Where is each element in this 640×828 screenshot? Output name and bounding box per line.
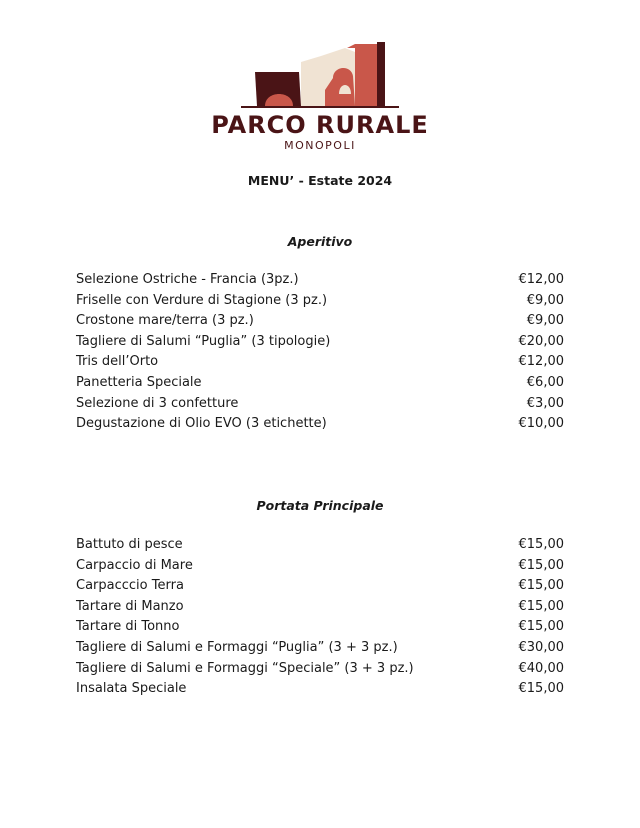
item-price: €3,00	[526, 395, 564, 411]
item-price: €30,00	[518, 639, 564, 655]
brand-logo	[205, 38, 435, 156]
list-item	[76, 659, 564, 680]
item-price: €15,00	[518, 578, 564, 594]
item-price: €15,00	[518, 681, 564, 697]
item-price: €9,00	[526, 313, 564, 329]
list-item	[76, 332, 564, 353]
item-price: €15,00	[518, 598, 564, 614]
item-name: Tartare di Manzo	[76, 598, 184, 614]
list-item	[76, 311, 564, 332]
item-name: Insalata Speciale	[76, 681, 187, 697]
item-name: Carpacccio Terra	[76, 578, 184, 594]
item-price: €6,00	[526, 374, 564, 390]
list-item	[76, 679, 564, 700]
item-price: €20,00	[518, 333, 564, 349]
aperitivo-list	[76, 270, 564, 435]
list-item	[76, 597, 564, 618]
item-name: Selezione Ostriche - Francia (3pz.)	[76, 272, 299, 287]
roof-edge	[347, 44, 377, 48]
item-name: Tagliere di Salumi e Formaggi “Speciale” (3 + 3 pz.)	[76, 660, 414, 676]
list-item	[76, 535, 564, 556]
tower-pillar	[377, 42, 385, 106]
item-name: Degustazione di Olio EVO (3 etichette)	[76, 416, 327, 432]
list-item	[76, 414, 564, 435]
item-name: Panetteria Speciale	[76, 374, 202, 390]
brand-name: PARCO RURALE	[211, 111, 429, 139]
list-item	[76, 556, 564, 577]
section-title-aperitivo: Aperitivo	[287, 234, 353, 249]
list-item	[76, 576, 564, 597]
list-item	[76, 270, 564, 291]
item-name: Battuto di pesce	[76, 537, 183, 552]
item-price: €9,00	[526, 292, 564, 308]
item-name: Tagliere di Salumi “Puglia” (3 tipologie)	[76, 333, 331, 349]
item-price: €12,00	[518, 272, 564, 287]
item-name: Carpaccio di Mare	[76, 557, 193, 573]
item-price: €10,00	[518, 416, 564, 432]
item-price: €12,00	[518, 354, 564, 370]
brand-location: MONOPOLI	[284, 139, 356, 152]
item-name: Tagliere di Salumi e Formaggi “Puglia” (3 + 3 pz.)	[76, 639, 398, 655]
list-item	[76, 291, 564, 312]
item-name: Crostone mare/terra (3 pz.)	[76, 313, 254, 329]
house-tower	[355, 46, 377, 106]
list-item	[76, 617, 564, 638]
section-title-portata-principale: Portata Principale	[256, 498, 384, 513]
item-price: €15,00	[518, 537, 564, 552]
list-item	[76, 352, 564, 373]
item-name: Friselle con Verdure di Stagione (3 pz.)	[76, 292, 328, 308]
item-name: Tris dell’Orto	[76, 354, 159, 370]
farmhouse-illustration	[205, 38, 435, 110]
item-price: €15,00	[518, 557, 564, 573]
item-price: €40,00	[518, 660, 564, 676]
item-price: €15,00	[518, 619, 564, 635]
list-item	[76, 394, 564, 415]
menu-title: MENU’ - Estate 2024	[247, 173, 393, 188]
list-item	[76, 373, 564, 394]
item-name: Selezione di 3 confetture	[76, 395, 239, 411]
item-name: Tartare di Tonno	[76, 619, 180, 635]
portata-principale-list	[76, 535, 564, 700]
list-item	[76, 638, 564, 659]
ground-line	[241, 106, 399, 108]
